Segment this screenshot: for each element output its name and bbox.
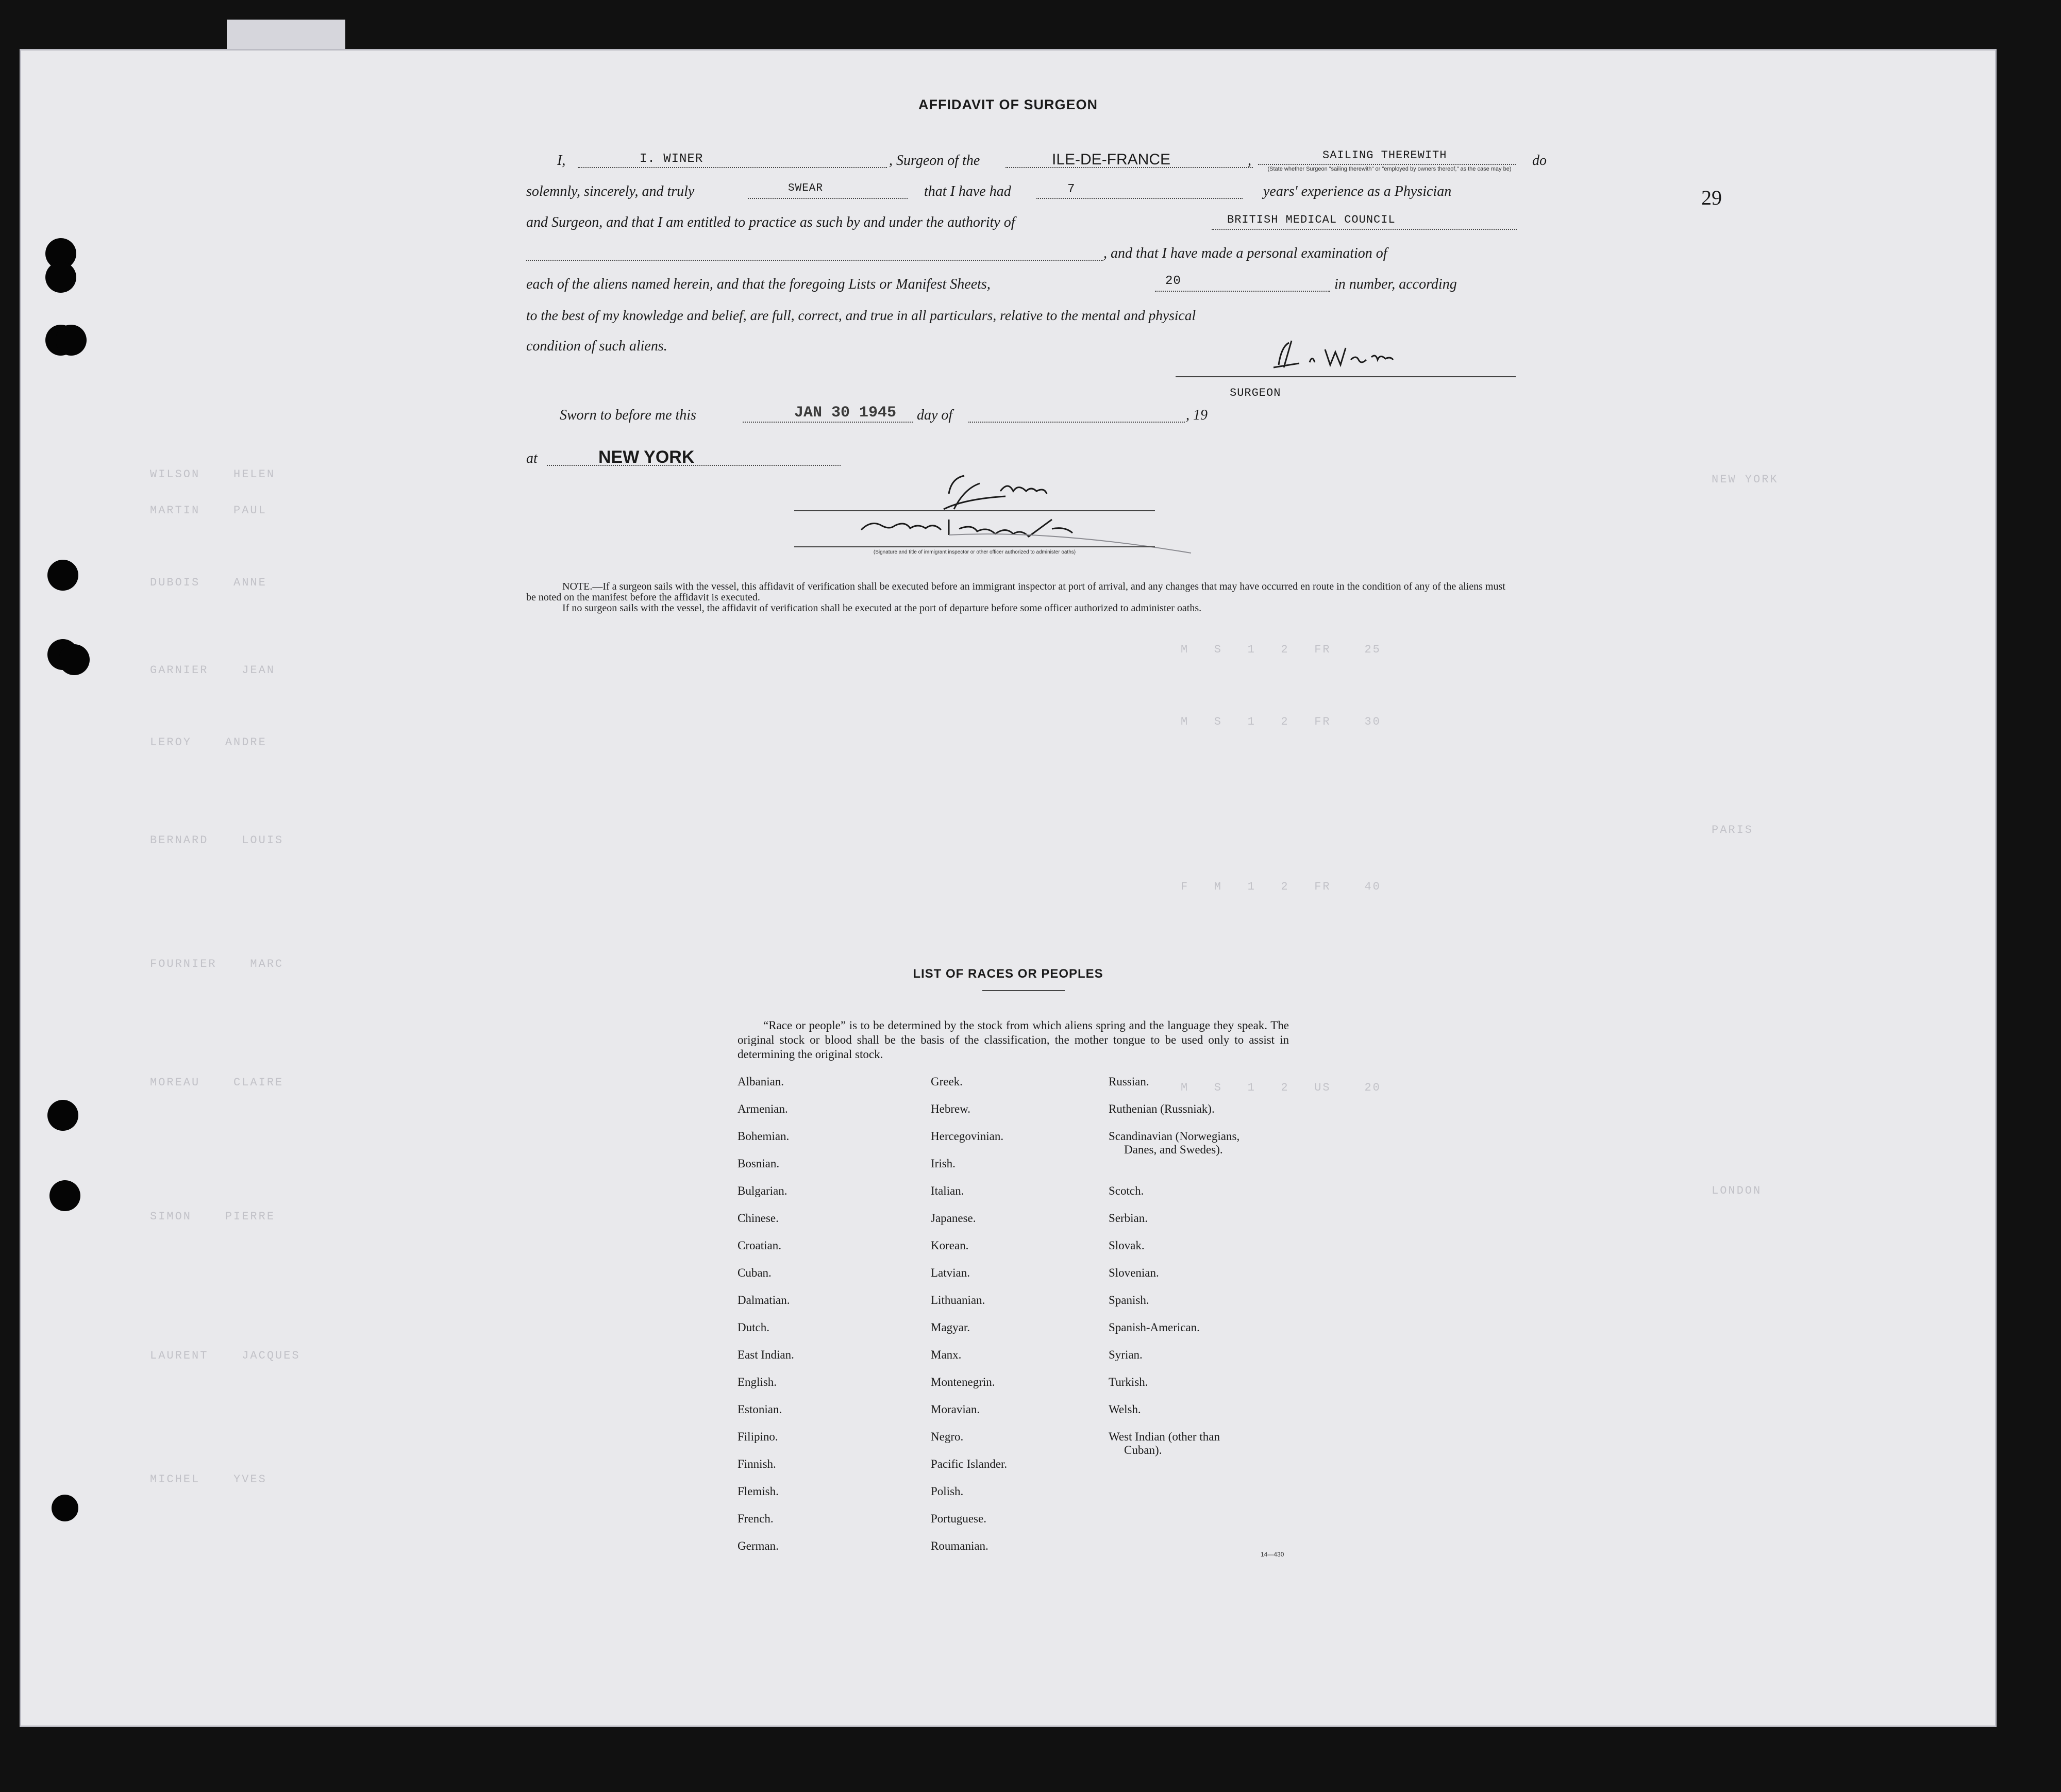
race-item: English. <box>738 1376 777 1388</box>
surgeon-signature-line <box>1176 376 1516 377</box>
binder-hole <box>59 644 90 675</box>
race-item: Japanese. <box>931 1212 976 1225</box>
row7-text: condition of such aliens. <box>526 338 667 354</box>
race-item: Korean. <box>931 1239 969 1252</box>
race-item: Magyar. <box>931 1321 970 1334</box>
race-item: Spanish-American. <box>1109 1321 1200 1334</box>
race-item: East Indian. <box>738 1348 794 1361</box>
row1-do: do <box>1532 153 1547 169</box>
binder-hole <box>52 1495 78 1521</box>
surgeon-label: SURGEON <box>1230 387 1281 399</box>
race-item: Slovak. <box>1109 1239 1145 1252</box>
race-item: Bulgarian. <box>738 1184 787 1197</box>
note-line-2: If no surgeon sails with the vessel, the affidavit of verification shall be executed at the port of departure before some officer authorized to administer oaths. <box>562 602 1202 614</box>
sworn-prefix: Sworn to before me this <box>560 407 696 423</box>
page-number: 29 <box>1701 186 1722 209</box>
race-item: Moravian. <box>931 1403 980 1416</box>
day-of-label: day of <box>917 407 953 423</box>
month-line <box>968 422 1185 423</box>
race-item: Polish. <box>931 1485 964 1498</box>
race-item-continued: Danes, and Swedes). <box>1124 1143 1223 1156</box>
races-title: LIST OF RACES OR PEOPLES <box>913 967 1103 981</box>
row5-prefix: each of the aliens named herein, and that the foregoing Lists or Manifest Sheets, <box>526 276 991 292</box>
row3-prefix: and Surgeon, and that I am entitled to practice as such by and under the authority of <box>526 214 1015 230</box>
race-item: Greek. <box>931 1075 963 1088</box>
race-item: Finnish. <box>738 1458 776 1470</box>
race-item: Dutch. <box>738 1321 769 1334</box>
race-item: Lithuanian. <box>931 1294 985 1307</box>
races-intro: “Race or people” is to be determined by the stock from which aliens spring and the language they speak. The original stock or blood shall be the basis of the classification, the mother tongue to be used only to assist in determining the original stock. <box>738 1019 1289 1061</box>
race-item: Flemish. <box>738 1485 779 1498</box>
document-sheet: WILSON HELEN MARTIN PAUL DUBOIS ANNE GARNIER JEAN LEROY ANDRE BERNARD LOUIS FOURNIER MARC MOREAU CLAIRE SIMON PIERRE LAURENT JACQUES MICHEL YVES M S 1 2 FR 25 M S 1 2 FR 30 F M 1 2 FR 40 M S 1 2 US 20 NEW YORK PARIS LONDON 29 AFFIDAVIT OF SURGEON I, I. WINER , Surgeon of the ILE-DE-FRANCE , SAILING THEREWITH (State whether Surgeon "sailing therewith" or "employed by owners thereof," as the case may be) do solemnly, sincerely, and truly SWEAR that I have had 7 years' experience as a Physician and Surgeon, and that I am entitled to practice as such by and under the authority of BRITISH MEDICAL COUNCIL , and that I have made a personal examination of each of the aliens named herein, and that the foregoing Lists or Manifest Sheets, 20 in number, according to the best of my knowledge and belief, are full, correct, and true in all particulars, relative to the mental and physical condition of such aliens. SURGEON Sworn to before me this JAN 30 1945 day of , 19 at NEW YORK (Signature and title of immigrant inspector or other officer authorized to administer oaths) NOTE.—If a surgeon sails with the vessel, this affidavit of verification shall be executed before an immigrant inspector at port of arrival, and any changes that may have occurred en route in the condition of any of the aliens must be noted on the manifest before the affidavit is executed. If no surgeon sails with the vessel, the affidavit of verification shall be executed at the port of departure before some officer authorized to administer oaths. LIST OF RACES OR PEOPLES “Race or people” is to be determined by the stock from which aliens spring and the language they speak. The original stock or blood shall be the basis of the classification, the mother tongue to be used only to assist in determining the original stock. Albanian. Armenian. Bohemian. Bosnian. Bulgarian. Chinese. Croatian. Cuban. Dalmatian. Dutch. East Indian. English. Estonian. Filipino. Finnish. Flemish. French. German. Greek. Hebrew. Hercegovinian. Irish. Italian. Japanese. Korean. Latvian. Lithuanian. Magyar. Manx. Montenegrin. Moravian. Negro. Pacific Islander. Polish. Portuguese. Roumanian. Russian. Ruthenian (Russniak). Scandinavian (Norwegians, Danes, and Swedes). Scotch. Serbian. Slovak. Slovenian. Spanish. Spanish-American. Syrian. Turkish. Welsh. West Indian (other than Cuban). 14—430 <box>20 49 1997 1727</box>
sheets-value: 20 <box>1165 274 1181 288</box>
race-item: Slovenian. <box>1109 1266 1159 1279</box>
row1-surgeon-of: , Surgeon of the <box>889 153 980 169</box>
race-item: Roumanian. <box>931 1539 988 1552</box>
race-item: Negro. <box>931 1430 964 1443</box>
row4-suffix: , and that I have made a personal examination of <box>1103 245 1387 261</box>
race-item: Croatian. <box>738 1239 781 1252</box>
row1-prefix: I, <box>557 153 566 169</box>
authority-value: BRITISH MEDICAL COUNCIL <box>1227 213 1396 226</box>
year-prefix: , 19 <box>1186 407 1208 423</box>
race-item: Armenian. <box>738 1102 788 1115</box>
vessel-value: ILE-DE-FRANCE <box>1052 151 1171 168</box>
authority-line <box>1212 229 1517 230</box>
race-item: Russian. <box>1109 1075 1149 1088</box>
race-item: Scotch. <box>1109 1184 1144 1197</box>
officer-caption: (Signature and title of immigrant inspector or other officer authorized to administer oaths) <box>873 549 1076 555</box>
races-title-underline <box>982 990 1065 991</box>
note-line-1: NOTE.—If a surgeon sails with the vessel, this affidavit of verification shall be executed before an immigrant inspector at port of arrival, and any changes that may have occurred en route in the condition of any of the aliens must be noted on the manifest before the affidavit is executed. <box>526 581 1505 603</box>
status-value: SAILING THEREWITH <box>1322 149 1447 162</box>
race-item: Dalmatian. <box>738 1294 790 1307</box>
race-item: West Indian (other than <box>1109 1430 1220 1443</box>
race-item: French. <box>738 1512 774 1525</box>
years-line <box>1036 198 1243 199</box>
officer-signature-line-1 <box>794 510 1155 511</box>
race-item: Serbian. <box>1109 1212 1148 1225</box>
race-item: Irish. <box>931 1157 956 1170</box>
at-label: at <box>526 450 538 466</box>
race-item: Ruthenian (Russniak). <box>1109 1102 1215 1115</box>
status-line <box>1258 164 1516 165</box>
race-item: Scandinavian (Norwegians, <box>1109 1130 1240 1143</box>
row2-middle: that I have had <box>924 183 1011 199</box>
race-item: Cuban. <box>738 1266 772 1279</box>
race-item: Chinese. <box>738 1212 779 1225</box>
race-item: Spanish. <box>1109 1294 1149 1307</box>
at-place-value: NEW YORK <box>598 447 695 467</box>
race-item: Estonian. <box>738 1403 782 1416</box>
race-item: Bosnian. <box>738 1157 780 1170</box>
row6-text: to the best of my knowledge and belief, are full, correct, and true in all particulars, relative to the mental and physical <box>526 307 1196 323</box>
row5-suffix: in number, according <box>1334 276 1457 292</box>
race-item: Hercegovinian. <box>931 1130 1004 1143</box>
race-item: Filipino. <box>738 1430 778 1443</box>
race-item: Welsh. <box>1109 1403 1141 1416</box>
officer-signature-line-2 <box>794 546 1155 547</box>
oath-line <box>748 198 908 199</box>
binder-hole <box>47 560 78 591</box>
binder-hole <box>56 325 87 356</box>
form-number: 14—430 <box>1261 1551 1284 1558</box>
page-tab-strip <box>227 20 345 53</box>
race-item-continued: Cuban). <box>1124 1444 1162 1456</box>
officer-signature <box>794 468 1217 556</box>
race-item: Manx. <box>931 1348 962 1361</box>
race-item: Latvian. <box>931 1266 970 1279</box>
race-item: Syrian. <box>1109 1348 1143 1361</box>
status-note: (State whether Surgeon "sailing therewith" or "employed by owners thereof," as the case may be) <box>1267 166 1512 172</box>
race-item: German. <box>738 1539 779 1552</box>
row2-prefix: solemnly, sincerely, and truly <box>526 183 695 199</box>
race-item: Pacific Islander. <box>931 1458 1008 1470</box>
binder-hole <box>47 1100 78 1131</box>
race-item: Albanian. <box>738 1075 784 1088</box>
sworn-date-line <box>743 422 913 423</box>
race-item: Turkish. <box>1109 1376 1148 1388</box>
race-item: Portuguese. <box>931 1512 986 1525</box>
binder-hole <box>49 1180 80 1211</box>
sworn-date-stamp: JAN 30 1945 <box>794 404 897 422</box>
oath-value: SWEAR <box>788 182 824 194</box>
years-value: 7 <box>1067 182 1076 196</box>
authority-continuation-line <box>526 260 1103 261</box>
race-item: Italian. <box>931 1184 964 1197</box>
race-item: Bohemian. <box>738 1130 790 1143</box>
binder-hole <box>45 262 76 293</box>
surgeon-name-value: I. WINER <box>640 152 703 166</box>
race-item: Hebrew. <box>931 1102 971 1115</box>
sheets-line <box>1155 291 1330 292</box>
row2-suffix: years' experience as a Physician <box>1263 183 1452 199</box>
race-item: Montenegrin. <box>931 1376 995 1388</box>
surgeon-name-line <box>578 167 887 168</box>
affidavit-title: AFFIDAVIT OF SURGEON <box>918 97 1098 112</box>
